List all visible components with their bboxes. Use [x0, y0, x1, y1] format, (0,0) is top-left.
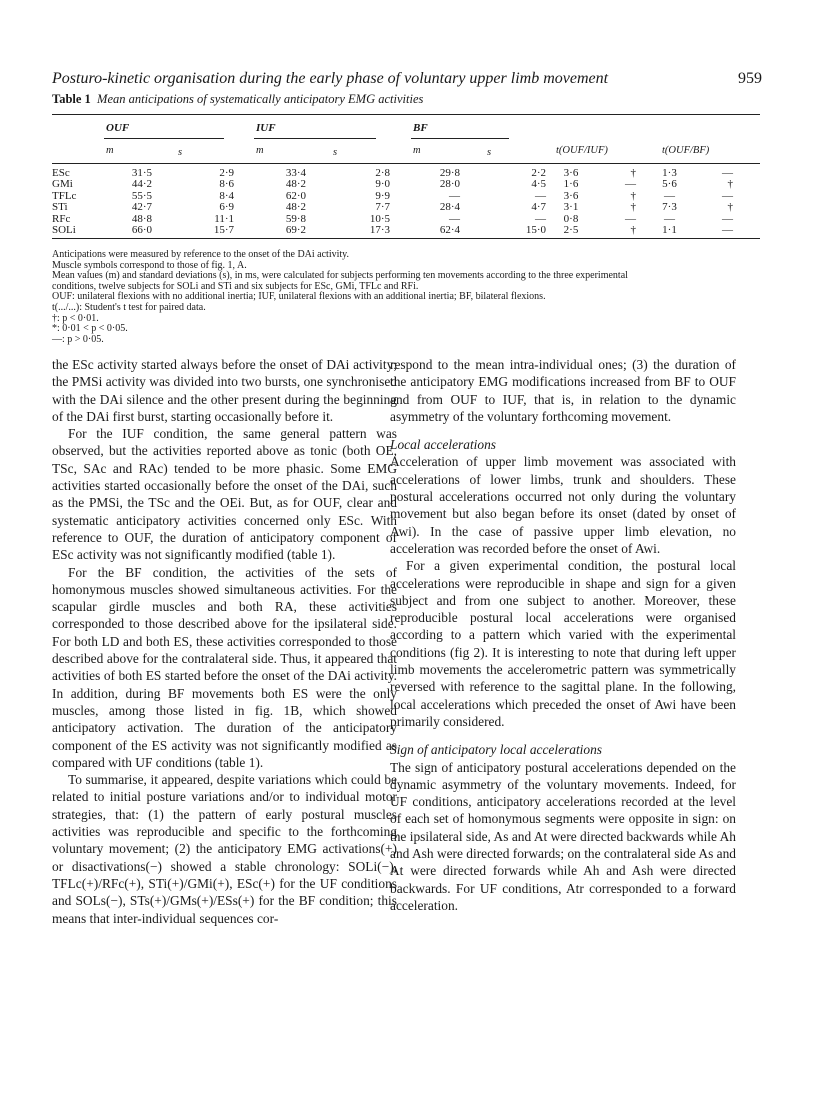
heading-sign-of-accelerations: Sign of anticipatory local accelerations: [390, 742, 602, 758]
table-cell: —: [535, 212, 546, 225]
table-cell: —: [664, 189, 675, 202]
table-cell: 66·0: [131, 224, 152, 237]
table-cell: 1·3: [662, 167, 677, 179]
table-cell: 1·1: [662, 224, 677, 237]
table-row: [52, 225, 760, 236]
table-cell: 9·0: [375, 178, 390, 191]
table-cell: 62·0: [285, 189, 306, 202]
table-cell: †: [630, 201, 636, 214]
table-cell: 55·5: [131, 189, 152, 202]
table-cell: 3·6: [563, 189, 579, 202]
table-cell: 59·8: [285, 212, 306, 225]
left-paragraph-4: To summarise, it appeared, despite variations which could be related to initial posture variations and/or to individual motor strategies, that: (1) the pattern of early postural muscles activities was reproducible and specific to the forthcoming voluntary movement; (2) the anticipatory EMG activations(+) or disactivations(−) showed a stable chronology: SOLi(−), TFLc(+)/RFc(+), STi(+)/GMi(+), ESc(+) for the UF conditions and SOLs(−), STs(+)/GMs(+)/ESs(+) for the BF condition; this means that inter-individual sequences cor-: [52, 772, 397, 926]
table-notes: [52, 250, 762, 345]
table-cell: 2·5: [563, 224, 579, 237]
subheader-t-ouf-iuf: t(OUF/IUF): [556, 145, 608, 156]
table-body: [52, 168, 760, 236]
subheader-bf-m: m: [413, 145, 421, 156]
row-label: ESc: [52, 167, 70, 179]
row-label: STi: [52, 201, 68, 214]
subheader-bf-s: s: [487, 147, 492, 158]
left-paragraph-2: For the IUF condition, the same general pattern was observed, but the activities reported above as tonic (both OE, TSc, SAc and RAc) tended to be more phasic. Some EMG activities started occasionally before the onset of the DAi, such as the PMSi, the TSc and the OEi. But, as for OUF, clear and systematic anticipatory activities concerned only ESc. With reference to OUF, the duration of anticipatory component of ESc activity was not significantly modified (table 1).: [52, 426, 397, 563]
table-cell: 11·1: [214, 212, 234, 225]
table-cell: 10·5: [369, 212, 390, 225]
table-cell: —: [625, 178, 636, 191]
group-header-ouf: OUF: [106, 122, 130, 134]
running-head-title: Posturo-kinetic organisation during the early phase of voluntary upper limb movement: [52, 70, 609, 87]
table-cell: †: [630, 189, 636, 202]
row-label: TFLc: [52, 189, 77, 202]
table-cell: 48·8: [131, 212, 152, 225]
subheader-ouf-s: s: [178, 147, 183, 158]
table-row: [52, 191, 760, 202]
table-note: t(.../...): Student's t test for paired data.: [52, 301, 206, 313]
table-cell: —: [722, 212, 733, 225]
table-cell: 15·0: [525, 224, 546, 237]
table-row: [52, 168, 760, 179]
table-note: †: p < 0·01.: [52, 312, 99, 324]
left-paragraph-1: the ESc activity started always before the onset of DAi activity; the PMSi activity was divided into two bursts, one synchronised with the DAi silence and the other present during the beginning of the DAi first burst, starting occasionally before it.: [52, 357, 397, 424]
table-cell: †: [630, 224, 636, 237]
right-paragraph-4: The sign of anticipatory postural accelerations depended on the dynamic asymmetry of the voluntary movements. Indeed, for UF conditions, anticipatory accelerations recorded at the level of each set of homonymous segments were opposite in sign: on the ipsilateral side, As and At were directed backwards while Ah and Ash were directed forwards; on the contralateral side As and At were directed forwards while Ah and Ash were directed backwards. For UF conditions, Atr corresponded to a forward acceleration.: [390, 759, 736, 913]
table-cell: 2·9: [219, 167, 234, 179]
table-cell: 48·2: [285, 201, 306, 214]
table-cell: 2·8: [375, 167, 390, 179]
row-label: SOLi: [52, 224, 76, 237]
table-cell: —: [449, 212, 460, 225]
table-cell: —: [449, 189, 460, 202]
table-bottom-rule: [52, 238, 760, 239]
table-cell: 33·4: [285, 167, 306, 179]
table-cell: 4·5: [531, 178, 546, 191]
table-cell: —: [722, 189, 733, 202]
left-column: [52, 356, 397, 927]
group-rule-ouf: [104, 138, 224, 139]
table-header-rule: [52, 163, 760, 164]
table-row: [52, 179, 760, 190]
table-cell: —: [664, 212, 675, 225]
row-label: GMi: [52, 178, 73, 191]
table-cell: 17·3: [369, 224, 390, 237]
table-cell: —: [722, 224, 733, 237]
table-cell: 6·9: [219, 201, 234, 214]
heading-local-accelerations: Local accelerations: [390, 437, 496, 453]
page-number: 959: [738, 70, 762, 87]
subheader-ouf-m: m: [106, 145, 114, 156]
table-cell: †: [630, 167, 636, 179]
table-cell: 7·7: [375, 201, 390, 214]
table-note: OUF: unilateral flexions with no additional inertia; IUF, unilateral flexions with an additional inertia; BF, bilateral flexions.: [52, 291, 546, 303]
table-cell: —: [722, 167, 733, 179]
table-cell: 7·3: [662, 201, 677, 214]
group-rule-iuf: [254, 138, 376, 139]
group-header-bf: BF: [413, 122, 428, 134]
table-note: Anticipations were measured by reference to the onset of the DAi activity.: [52, 249, 350, 260]
table-cell: 15·7: [213, 224, 234, 237]
table-cell: 69·2: [285, 224, 306, 237]
table-cell: 3·1: [563, 201, 579, 214]
running-head: [52, 70, 762, 90]
table-note: Mean values (m) and standard deviations (s), in ms, were calculated for subjects performing ten movements according to the three experimental: [52, 270, 628, 282]
subheader-iuf-s: s: [333, 147, 338, 158]
table-top-rule: [52, 114, 760, 115]
right-column: [390, 356, 736, 914]
table-note: *: 0·01 < p < 0·05.: [52, 323, 128, 335]
table-note: Muscle symbols correspond to those of fig. 1, A.: [52, 259, 247, 271]
table-label: Table 1: [52, 92, 91, 106]
table-cell: 5·6: [662, 178, 677, 191]
table-note: —: p > 0·05.: [52, 333, 104, 345]
table-row: [52, 214, 760, 225]
table-cell: 44·2: [131, 178, 152, 191]
right-paragraph-2: Acceleration of upper limb movement was associated with accelerations of lower limbs, trunk and shoulders. These postural accelerations occurred not only during the voluntary movement but also began before its onset (dated by onset of Awi). In the case of passive upper limb elevation, no acceleration was recorded before the onset of Awi.: [390, 454, 736, 556]
table-cell: —: [535, 189, 546, 202]
subheader-t-ouf-bf: t(OUF/BF): [662, 145, 710, 156]
group-rule-bf: [411, 138, 509, 139]
subheader-iuf-m: m: [256, 145, 264, 156]
table-row: [52, 202, 760, 213]
table-cell: 4·7: [531, 201, 546, 214]
data-table: [52, 168, 760, 236]
table-cell: †: [727, 201, 733, 214]
right-paragraph-1: respond to the mean intra-individual ones; (3) the duration of the anticipatory EMG modifications increased from BF to OUF and from OUF to IUF, that is, in relation to the dynamic asymmetry of the voluntary forthcoming movement.: [390, 357, 736, 424]
table-caption: [52, 92, 423, 107]
table-cell: 8·6: [219, 178, 234, 191]
table-cell: 9·9: [375, 189, 390, 202]
table-cell: †: [727, 178, 733, 191]
table-cell: 8·4: [219, 189, 234, 202]
table-note: conditions, twelve subjects for SOLi and STi and six subjects for ESc, GMi, TFLc and RFi.: [52, 280, 419, 292]
table-cell: 2·2: [531, 167, 546, 179]
row-label: RFc: [52, 212, 71, 225]
table-cell: 28·4: [439, 201, 460, 214]
table-cell: 3·6: [563, 167, 579, 179]
table-caption-text: Mean anticipations of systematically anticipatory EMG activities: [97, 92, 424, 106]
table-cell: 1·6: [563, 178, 579, 191]
table-cell: —: [625, 212, 636, 225]
table-cell: 28·0: [439, 178, 460, 191]
table-cell: 31·5: [131, 167, 152, 179]
table-cell: 48·2: [285, 178, 306, 191]
table-cell: 0·8: [563, 212, 579, 225]
table-cell: 62·4: [439, 224, 460, 237]
left-paragraph-3: For the BF condition, the activities of the sets of homonymous muscles showed simultaneous activities. For the scapular girdle muscles and both RA, these activities corresponded to those described above for the ipsilateral side. For both LD and both ES, these activities corresponded to those described above for the contralateral side. Thus, it appeared that activities of both ES started before the onset of the DAi activity. In addition, during BF movements both ES were the only muscles, among those listed in fig. 1B, which showed anticipatory activation. The duration of the anticipatory component of the ES activity was not significantly modified as compared with UF conditions (table 1).: [52, 564, 397, 770]
table-cell: 29·8: [439, 167, 460, 179]
right-paragraph-3: For a given experimental condition, the postural local accelerations were reproducible in shape and sign for a given subject and from one subject to another. Moreover, these reproducible postural local accelerations were organised according to a pattern which varied with the experimental conditions (fig 2). It is interesting to note that during left upper limb movements the accelerometric pattern was symmetrically reversed with reference to the sagittal plane. In the following, local accelerations which preceded the onset of Awi have been primarily considered.: [390, 558, 736, 729]
table-cell: 42·7: [131, 201, 152, 214]
group-header-iuf: IUF: [256, 122, 276, 134]
